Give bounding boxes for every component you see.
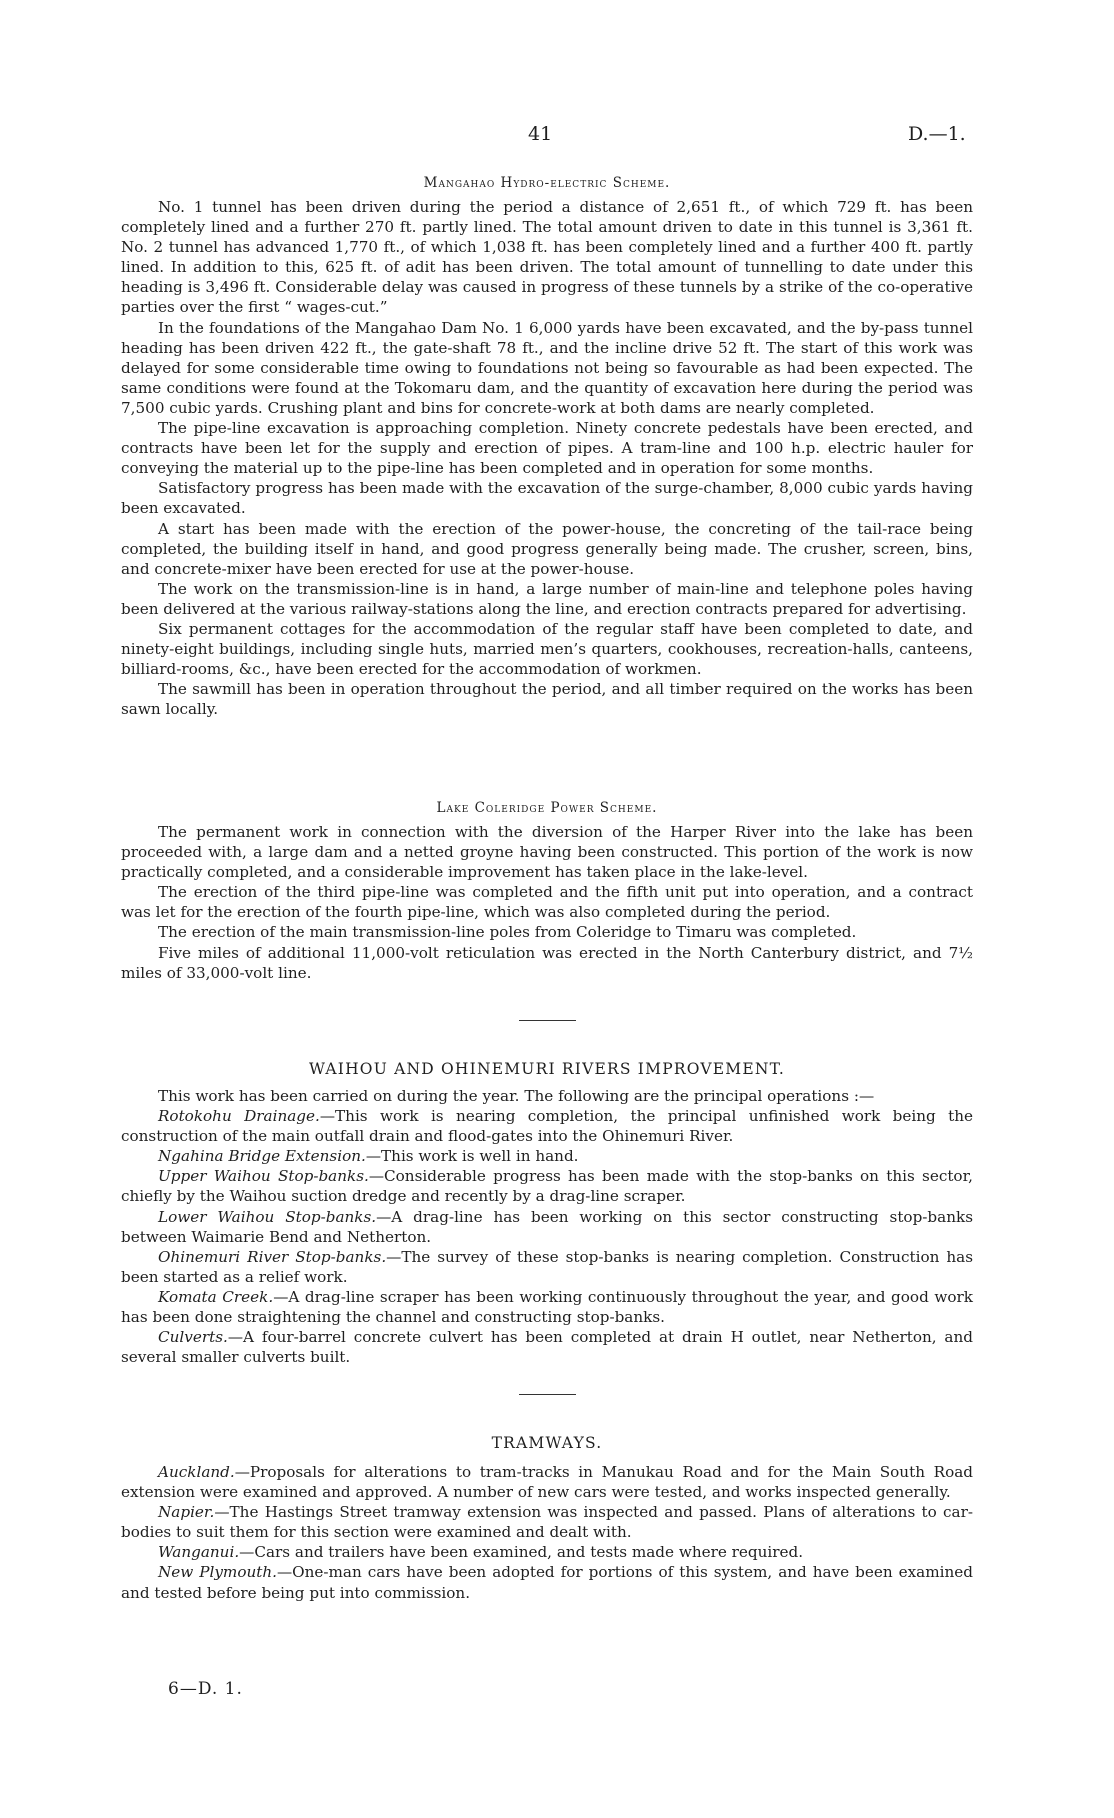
paragraph: The pipe-line excavation is approaching completion. Ninety concrete pedestals have been erected, and contracts have been let for the supply and erection of pipes. A tram-line and 100 h.p. electric hauler for conveying the material up to the pipe-line has been completed and in operation for some months. bbox=[121, 419, 973, 478]
list-item: Rotokohu Drainage.—This work is nearing completion, the principal unfinished work being the construction of the main outfall drain and flood-gates into the Ohinemuri River. bbox=[121, 1107, 974, 1146]
list-item: Lower Waihou Stop-banks.—A drag-line has been working on this sector constructing stop-banks between Waimarie Bend and Netherton. bbox=[121, 1207, 973, 1246]
paragraph: In the foundations of the Mangahao Dam No. 1 6,000 yards have been excavated, and the by-pass tunnel heading has been driven 422 ft., the gate-shaft 78 ft., and the incline drive 52 ft. The start of this work was delayed for some considerable time owing to foundations not being so favourable as had been expected. The same conditions were found at the Tokomaru dam, and the quantity of excavation here during the period was 7,500 cubic yards. Crushing plant and bins for concrete-work at both dams are nearly completed. bbox=[121, 318, 973, 417]
paragraph: A start has been made with the erection of the power-house, the concreting of the tail-race being completed, the building itself in hand, and good progress generally being made. The crusher, screen, bins, and concrete-mixer have been erected for use at the power-house. bbox=[121, 519, 973, 578]
coleridge-section bbox=[121, 800, 973, 983]
mangahao-heading: Mangahao Hydro-electric Scheme. bbox=[423, 175, 671, 191]
document-reference: D.—1. bbox=[908, 123, 966, 145]
page-number: 41 bbox=[528, 123, 553, 145]
tramways-heading: TRAMWAYS. bbox=[491, 1434, 603, 1452]
paragraph: The erection of the third pipe-line was completed and the fifth unit put into operation, and a contract was let for the erection of the fourth pipe-line, which was also completed during the period. bbox=[121, 883, 973, 922]
waihou-section bbox=[121, 1060, 973, 1367]
paragraph: Six permanent cottages for the accommodation of the regular staff have been completed to date, and ninety-eight buildings, including single huts, married men’s quarters, cookhouses, recreation-halls, canteens, billiard-rooms, &c., have been erected for the accommodation of workmen. bbox=[121, 619, 973, 679]
tramways-section bbox=[121, 1434, 973, 1603]
paragraph: Five miles of additional 11,000-volt reticulation was erected in the North Canterbury district, and 7½ miles of 33,000-volt line. bbox=[121, 943, 973, 982]
signature-mark: 6—D. 1. bbox=[168, 1679, 243, 1699]
list-item: Culverts.—A four-barrel concrete culvert has been completed at drain H outlet, near Netherton, and several smaller culverts built. bbox=[121, 1328, 973, 1367]
paragraph: No. 1 tunnel has been driven during the period a distance of 2,651 ft., of which 729 ft. has been completely lined and a further 270 ft. partly lined. The total amount driven to date in this tunnel is 3,361 ft. No. 2 tunnel has advanced 1,770 ft., of which 1,038 ft. has been completely lined and a further 400 ft. partly lined. In addition to this, 625 ft. of adit has been driven. The total amount of tunnelling to date under this heading is 3,496 ft. Considerable delay was caused in progress of these tunnels by a strike of the co-operative parties over the first “ wages-cut.” bbox=[121, 198, 973, 317]
paragraph: The permanent work in connection with the diversion of the Harper River into the lake has been proceeded with, a large dam and a netted groyne having been constructed. This portion of the work is now practically completed, and a considerable improvement has taken place in the lake-level. bbox=[121, 823, 973, 882]
coleridge-heading: Lake Coleridge Power Scheme. bbox=[436, 800, 658, 816]
list-item: New Plymouth.—One-man cars have been adopted for portions of this system, and have been examined and tested before being put into commission. bbox=[121, 1563, 973, 1602]
paragraph: The work on the transmission-line is in hand, a large number of main-line and telephone poles having been delivered at the various railway-stations along the line, and erection contracts prepared for advertising. bbox=[121, 579, 973, 618]
section-divider bbox=[121, 1394, 973, 1395]
intro-paragraph: This work has been carried on during the year. The following are the principal operations :— bbox=[158, 1087, 875, 1105]
paragraph: Satisfactory progress has been made with the excavation of the surge-chamber, 8,000 cubic yards having been excavated. bbox=[121, 479, 973, 518]
list-item: Ngahina Bridge Extension.—This work is well in hand. bbox=[158, 1147, 579, 1166]
mangahao-section bbox=[121, 175, 973, 719]
list-item: Napier.—The Hastings Street tramway extension was inspected and passed. Plans of alterations to car-bodies to suit them for this section were examined and dealt with. bbox=[121, 1503, 973, 1542]
list-item: Auckland.—Proposals for alterations to tram-tracks in Manukau Road and for the Main South Road extension were examined and approved. A number of new cars were tested, and works inspected generally. bbox=[121, 1463, 973, 1502]
paragraph: The erection of the main transmission-line poles from Coleridge to Timaru was completed. bbox=[158, 923, 857, 942]
section-divider bbox=[121, 1020, 973, 1021]
list-item: Ohinemuri River Stop-banks.—The survey of these stop-banks is nearing completion. Construction has been started as a relief work. bbox=[121, 1247, 974, 1286]
list-item: Komata Creek.—A drag-line scraper has been working continuously throughout the year, and good work has been done straightening the channel and constructing stop-banks. bbox=[121, 1287, 973, 1327]
list-item: Upper Waihou Stop-banks.—Considerable progress has been made with the stop-banks on this sector, chiefly by the Waihou suction dredge and recently by a drag-line scraper. bbox=[121, 1167, 973, 1206]
paragraph: The sawmill has been in operation throughout the period, and all timber required on the works has been sawn locally. bbox=[121, 680, 973, 719]
list-item: Wanganui.—Cars and trailers have been examined, and tests made where required. bbox=[158, 1543, 804, 1562]
waihou-heading: WAIHOU AND OHINEMURI RIVERS IMPROVEMENT. bbox=[309, 1060, 785, 1078]
